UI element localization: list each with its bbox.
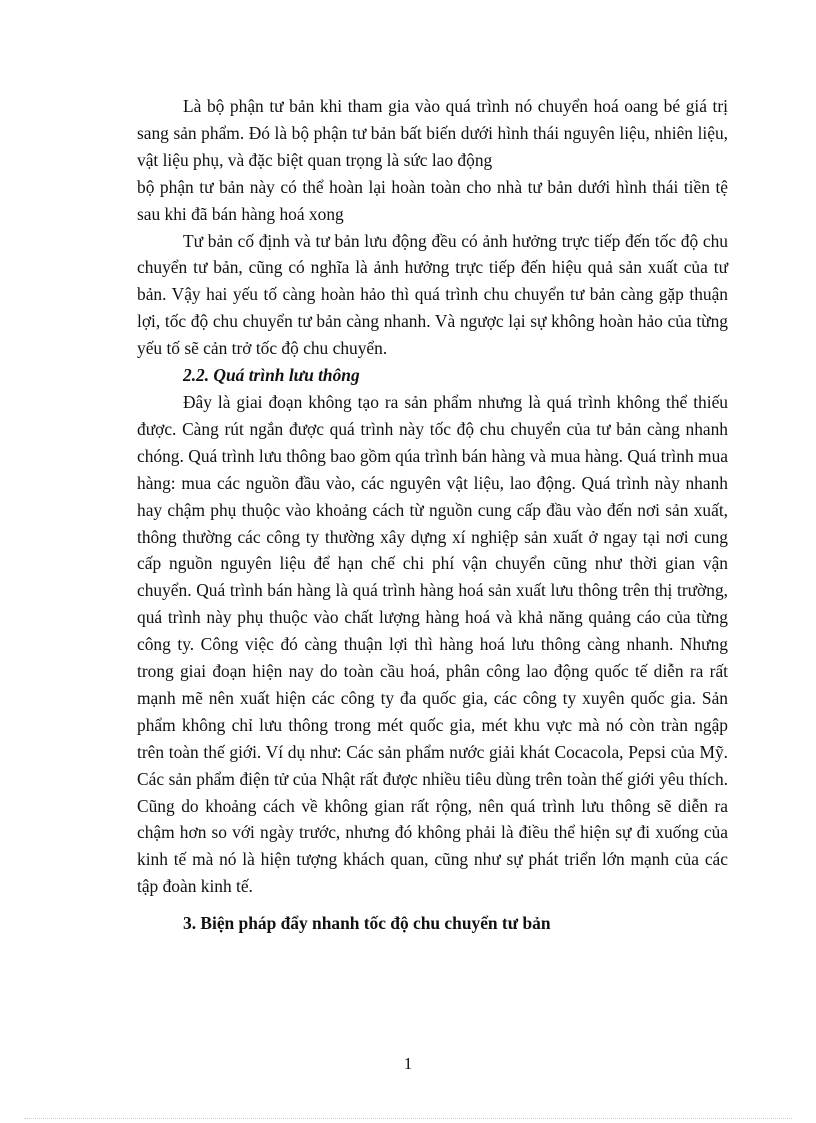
paragraph-circulation-process: Đây là giai đoạn không tạo ra sản phẩm nhưng là quá trình không thể thiếu được. Càng rút ngắn được quá trình này tốc độ chu chuyển của tư bản càng nhanh chóng. Quá trình lưu thông bao gồm qúa trình bán hàng và mua hàng. Quá trình mua hàng: mua các nguồn đầu vào, các nguyên vật liệu, lao động. Quá trình này nhanh hay chậm phụ thuộc vào khoảng cách từ nguồn cung cấp đầu vào đến nơi sản xuất, thông thường các công ty thường xây dựng xí nghiệp sản xuất ở ngay tại nơi cung cấp nguồn nguyên liệu để hạn chế chi phí vận chuyển cũng như thời gian vận chuyển. Quá trình bán hàng là quá trình hàng hoá sản xuất lưu thông trên thị trường, quá trình này phụ thuộc vào chất lượng hàng hoá và khả năng quảng cáo của từng công ty. Công việc đó càng thuận lợi thì hàng hoá lưu thông càng nhanh. Nhưng trong giai đoạn hiện nay do toàn cầu hoá, phân công lao động quốc tế diễn ra rất mạnh mẽ nên xuất hiện các công ty đa quốc gia, các công ty xuyên quốc gia. Sản phẩm không chỉ lưu thông trong mét quốc gia, mét khu vực mà nó còn tràn ngập trên toàn thế giới. Ví dụ như: Các sản phẩm nước giải khát Cocacola, Pepsi của Mỹ. Các sản phẩm điện tử của Nhật rất được nhiều tiêu dùng trên toàn thế giới yêu thích. Cũng do khoảng cách về không gian rất rộng, nên quá trình lưu thông sẽ diễn ra chậm hơn so với ngày trước, nhưng đó không phải là điều thể hiện sự đi xuống của kinh tế mà nó là hiện tượng khách quan, cũng như sự phát triển lớn mạnh của các tập đoàn kinh tế. <box>137 391 728 897</box>
section-heading-3: 3. Biện pháp đẩy nhanh tốc độ chu chuyển tư bản <box>183 913 551 934</box>
page-number: 1 <box>403 1054 413 1073</box>
paragraph-variable-capital: bộ phận tư bản này có thể hoàn lại hoàn toàn cho nhà tư bản dưới hình thái tiền tệ sau khi đã bán hàng hoá xong <box>137 176 728 224</box>
document-body <box>137 93 728 937</box>
paragraph-fixed-circulating-capital: Tư bản cố định và tư bản lưu động đều có ảnh hưởng trực tiếp đến tốc độ chu chuyển tư bản, cũng có nghĩa là ảnh hưởng trực tiếp đến hiệu quả sản xuất của tư bản. Vậy hai yếu tố càng hoàn hảo thì quá trình chu chuyển tư bản càng gặp thuận lợi, tốc độ chu chuyển tư bản càng nhanh. Và ngược lại sự không hoàn hảo của từng yếu tố sẽ cản trở tốc độ chu chuyển. <box>137 230 728 359</box>
section-heading-2-2: 2.2. Quá trình lưu thông <box>183 365 360 386</box>
paragraph-constant-capital: Là bộ phận tư bản khi tham gia vào quá trình nó chuyển hoá oang bé giá trị sang sản phẩm. Đó là bộ phận tư bản bất biến dưới hình thái nguyên liệu, nhiên liệu, vật liệu phụ, và đặc biệt quan trọng là sức lao động <box>137 96 728 170</box>
page-bottom-rule <box>24 1118 792 1119</box>
